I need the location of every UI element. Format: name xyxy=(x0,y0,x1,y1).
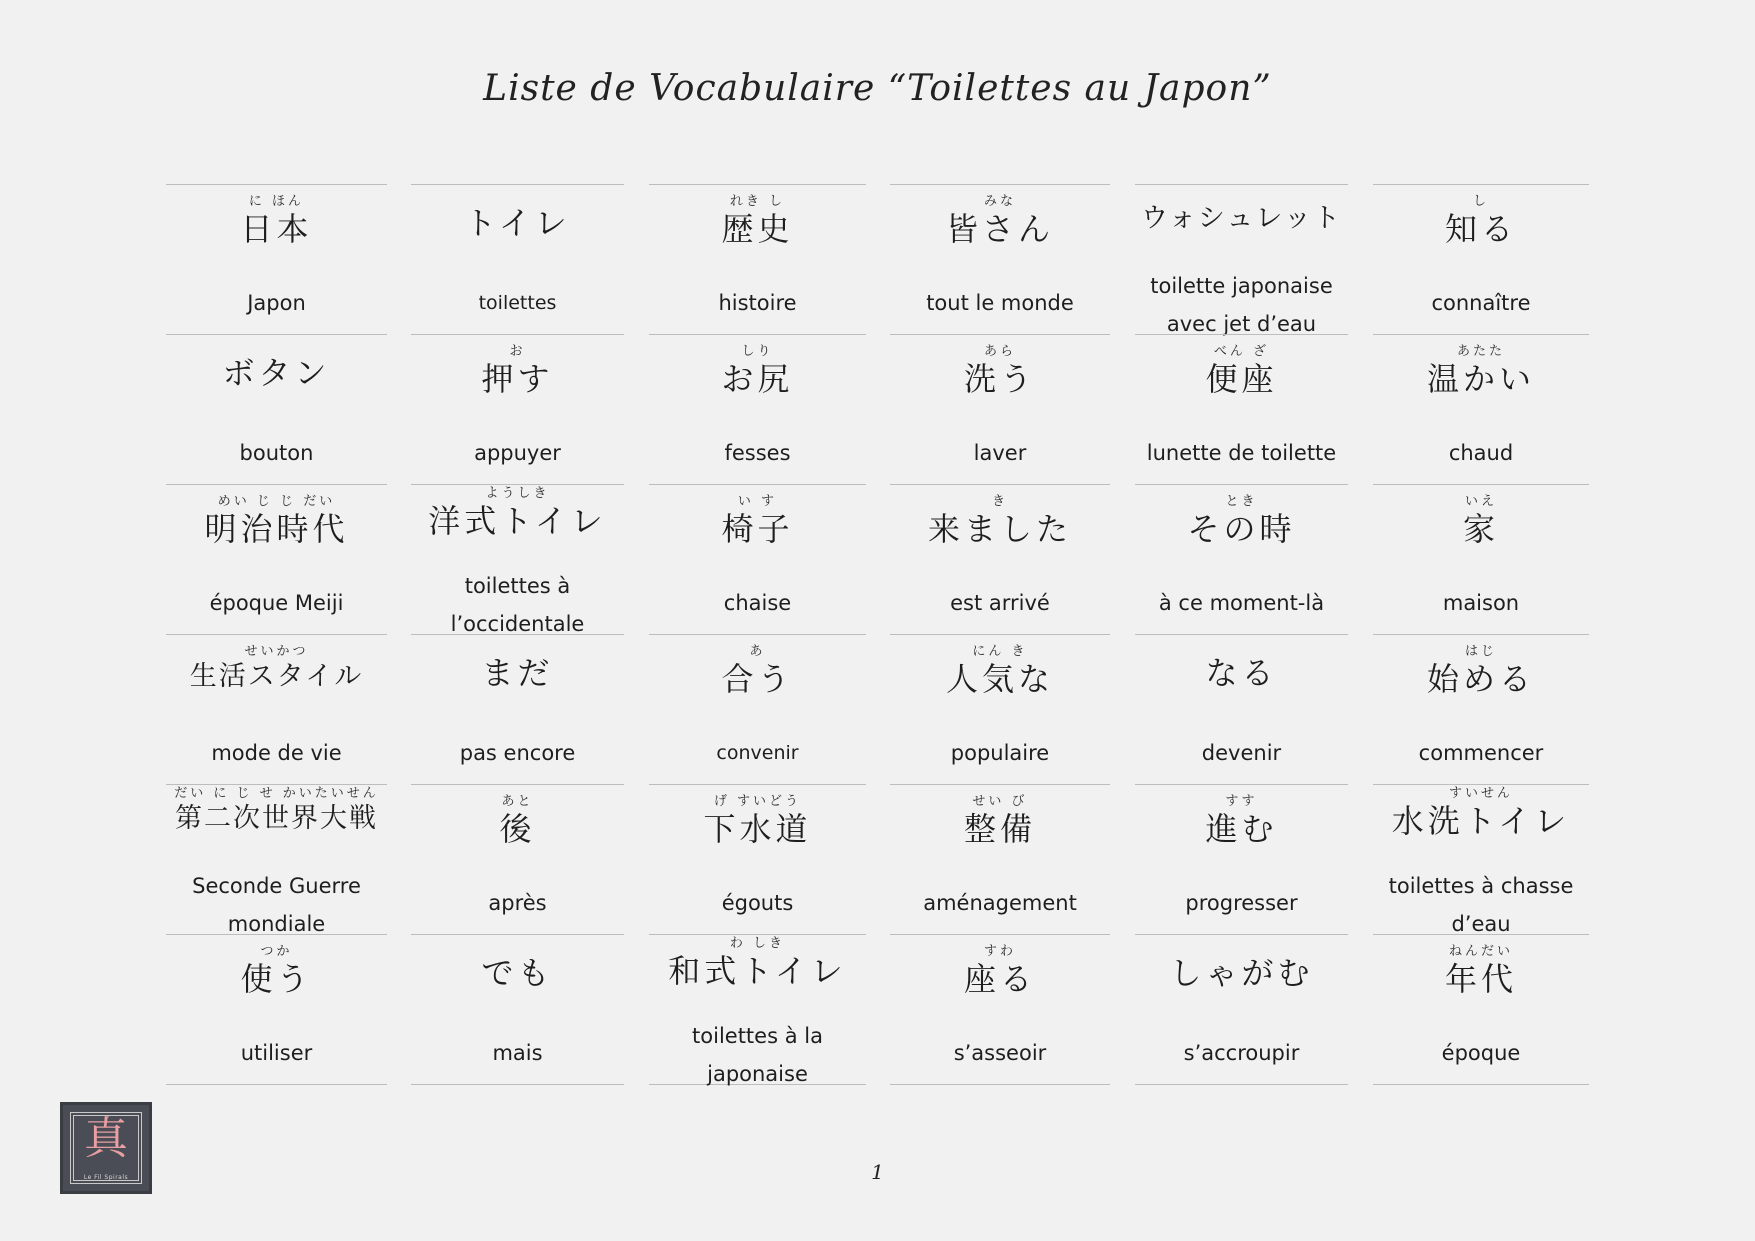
vocab-card xyxy=(411,484,624,634)
vocab-french: tout le monde xyxy=(926,291,1074,315)
vocab-card xyxy=(1373,634,1589,784)
vocab-japanese: 進む xyxy=(1205,810,1278,848)
vocab-french: appuyer xyxy=(474,441,561,465)
vocab-japanese: 皆さん xyxy=(945,210,1054,248)
vocab-card xyxy=(1373,184,1589,334)
vocab-french: utiliser xyxy=(240,1041,313,1065)
vocab-furigana: いえ xyxy=(1464,494,1497,509)
vocab-card xyxy=(649,334,866,484)
vocab-japanese: しゃがむ xyxy=(1169,954,1314,992)
vocab-japanese: その時 xyxy=(1187,510,1296,548)
vocab-furigana: ようしき xyxy=(485,486,550,501)
vocab-japanese: 日本 xyxy=(240,210,313,248)
vocab-furigana: し xyxy=(1472,194,1489,209)
vocab-furigana: き xyxy=(991,494,1008,509)
vocab-card xyxy=(649,634,866,784)
vocab-furigana: あと xyxy=(501,794,534,809)
vocab-furigana: すす xyxy=(1225,794,1258,809)
vocab-furigana: しり xyxy=(741,344,774,359)
vocab-card xyxy=(649,184,866,334)
vocab-card xyxy=(1135,784,1348,934)
vocab-french: connaître xyxy=(1431,291,1531,315)
vocab-french: populaire xyxy=(950,741,1050,765)
vocab-card xyxy=(411,634,624,784)
vocab-japanese: 合う xyxy=(721,660,794,698)
vocab-card xyxy=(890,484,1110,634)
vocab-card xyxy=(166,334,387,484)
vocab-furigana: れき し xyxy=(729,194,786,209)
vocab-card xyxy=(1373,334,1589,484)
vocab-french: chaise xyxy=(723,591,792,615)
vocab-japanese: 後 xyxy=(499,810,536,848)
vocab-japanese: お尻 xyxy=(721,360,794,398)
vocab-french: histoire xyxy=(718,291,797,315)
vocab-french: commencer xyxy=(1418,741,1544,765)
vocab-french: toilette japonaise avec jet d’eau xyxy=(1150,274,1333,336)
vocab-japanese: 座る xyxy=(963,960,1036,998)
vocab-french: chaud xyxy=(1448,441,1514,465)
vocab-french: après xyxy=(488,891,547,915)
vocab-japanese: 温かい xyxy=(1426,360,1535,398)
vocab-furigana: すいせん xyxy=(1448,786,1513,801)
vocab-furigana: はじ xyxy=(1464,644,1497,659)
vocab-japanese: 洋式トイレ xyxy=(428,502,607,540)
logo-brand: Le Fil Spirals xyxy=(83,1174,129,1181)
vocab-japanese: トイレ xyxy=(464,204,571,242)
vocab-card xyxy=(890,934,1110,1085)
vocab-french: égouts xyxy=(721,891,794,915)
vocab-card xyxy=(166,184,387,334)
vocab-japanese: 歴史 xyxy=(721,210,794,248)
vocab-japanese: なる xyxy=(1205,654,1278,692)
vocab-furigana: あ xyxy=(749,644,766,659)
vocab-french: est arrivé xyxy=(950,591,1050,615)
vocab-french: aménagement xyxy=(923,891,1077,915)
vocab-card xyxy=(1135,184,1348,334)
vocab-card xyxy=(890,634,1110,784)
vocab-french: époque Meiji xyxy=(209,591,344,615)
vocab-french: Seconde Guerre mondiale xyxy=(192,874,361,936)
page-number: 1 xyxy=(871,1160,884,1184)
page-title: Liste de Vocabulaire “Toilettes au Japon” xyxy=(483,68,1272,109)
vocab-french: Japon xyxy=(247,291,306,315)
vocab-card xyxy=(890,784,1110,934)
vocab-japanese: ボタン xyxy=(222,354,331,392)
vocab-furigana: げ すいどう xyxy=(713,794,802,809)
vocab-furigana: みな xyxy=(983,194,1016,209)
vocab-japanese: 洗う xyxy=(963,360,1036,398)
vocab-french: s’accroupir xyxy=(1183,1041,1300,1065)
vocab-card xyxy=(1135,934,1348,1085)
vocab-french: pas encore xyxy=(459,741,576,765)
vocab-furigana: だい に じ せ かいたいせん xyxy=(174,786,379,801)
vocab-japanese: 生活スタイル xyxy=(189,661,364,692)
vocab-card xyxy=(1373,784,1589,934)
vocab-french: toilettes à la japonaise xyxy=(692,1024,823,1086)
vocab-japanese: 下水道 xyxy=(703,810,812,848)
vocab-french: convenir xyxy=(716,742,799,764)
vocab-furigana: とき xyxy=(1225,494,1258,509)
vocab-furigana: つか xyxy=(260,944,293,959)
vocab-card xyxy=(1135,634,1348,784)
vocab-furigana: せいかつ xyxy=(244,644,309,659)
vocab-card xyxy=(649,934,866,1085)
vocab-furigana: べん ざ xyxy=(1213,344,1270,359)
vocab-japanese: 年代 xyxy=(1444,960,1517,998)
vocab-card xyxy=(166,934,387,1085)
vocab-card xyxy=(890,184,1110,334)
vocab-french: maison xyxy=(1442,591,1520,615)
vocab-card xyxy=(411,184,624,334)
vocab-french: devenir xyxy=(1201,741,1282,765)
vocab-french: toilettes xyxy=(478,292,557,314)
vocab-card xyxy=(649,484,866,634)
vocab-french: mode de vie xyxy=(211,741,342,765)
vocab-furigana: お xyxy=(509,344,526,359)
vocab-japanese: 押す xyxy=(481,360,554,398)
vocab-french: fesses xyxy=(724,441,791,465)
vocab-japanese: まだ xyxy=(481,654,554,692)
vocab-furigana: い す xyxy=(737,494,778,509)
vocab-card xyxy=(649,784,866,934)
vocab-japanese: 明治時代 xyxy=(204,510,349,548)
vocab-japanese: でも xyxy=(481,954,554,992)
vocab-japanese: 水洗トイレ xyxy=(1391,802,1571,840)
vocab-card xyxy=(166,484,387,634)
vocab-japanese: 知る xyxy=(1444,210,1517,248)
logo-kanji: 真 xyxy=(84,1113,128,1164)
vocab-furigana: わ しき xyxy=(729,936,786,951)
vocab-japanese: 使う xyxy=(240,960,313,998)
vocab-french: progresser xyxy=(1185,891,1298,915)
vocab-furigana: ねんだい xyxy=(1448,944,1513,959)
vocab-french: s’asseoir xyxy=(953,1041,1047,1065)
vocab-french: laver xyxy=(973,441,1027,465)
vocab-french: lunette de toilette xyxy=(1146,441,1337,465)
vocab-card xyxy=(1373,484,1589,634)
vocab-card xyxy=(411,334,624,484)
vocab-card xyxy=(166,634,387,784)
vocab-french: toilettes à l’occidentale xyxy=(450,574,585,636)
vocab-french: époque xyxy=(1441,1041,1521,1065)
vocab-japanese: 家 xyxy=(1462,510,1499,548)
vocab-card xyxy=(1373,934,1589,1085)
vocab-french: mais xyxy=(492,1041,543,1065)
vocab-japanese: 始める xyxy=(1426,660,1535,698)
vocab-japanese: 第二次世界大戦 xyxy=(175,803,378,834)
vocab-furigana: すわ xyxy=(983,944,1016,959)
vocab-furigana: あたた xyxy=(1456,344,1505,359)
vocab-japanese: 整備 xyxy=(963,810,1036,848)
vocab-card xyxy=(890,334,1110,484)
vocab-japanese: 椅子 xyxy=(721,510,794,548)
vocab-japanese: 和式トイレ xyxy=(668,952,847,990)
vocab-card xyxy=(1135,334,1348,484)
vocab-japanese: ウォシュレット xyxy=(1140,203,1343,234)
vocab-japanese: 便座 xyxy=(1205,360,1278,398)
vocab-furigana: あら xyxy=(983,344,1016,359)
vocab-furigana: めい じ じ だい xyxy=(217,494,336,509)
vocab-furigana: せい び xyxy=(972,794,1028,809)
vocab-japanese: 人気な xyxy=(945,660,1054,698)
vocab-card xyxy=(1135,484,1348,634)
vocab-card xyxy=(166,784,387,934)
vocab-card xyxy=(411,934,624,1085)
vocab-french: à ce moment-là xyxy=(1158,591,1325,615)
vocab-french: toilettes à chasse d’eau xyxy=(1388,874,1574,936)
vocab-card xyxy=(411,784,624,934)
vocab-furigana: に ほん xyxy=(248,194,305,209)
vocab-french: bouton xyxy=(239,441,314,465)
vocab-japanese: 来ました xyxy=(927,510,1072,548)
vocab-furigana: にん き xyxy=(972,644,1028,659)
